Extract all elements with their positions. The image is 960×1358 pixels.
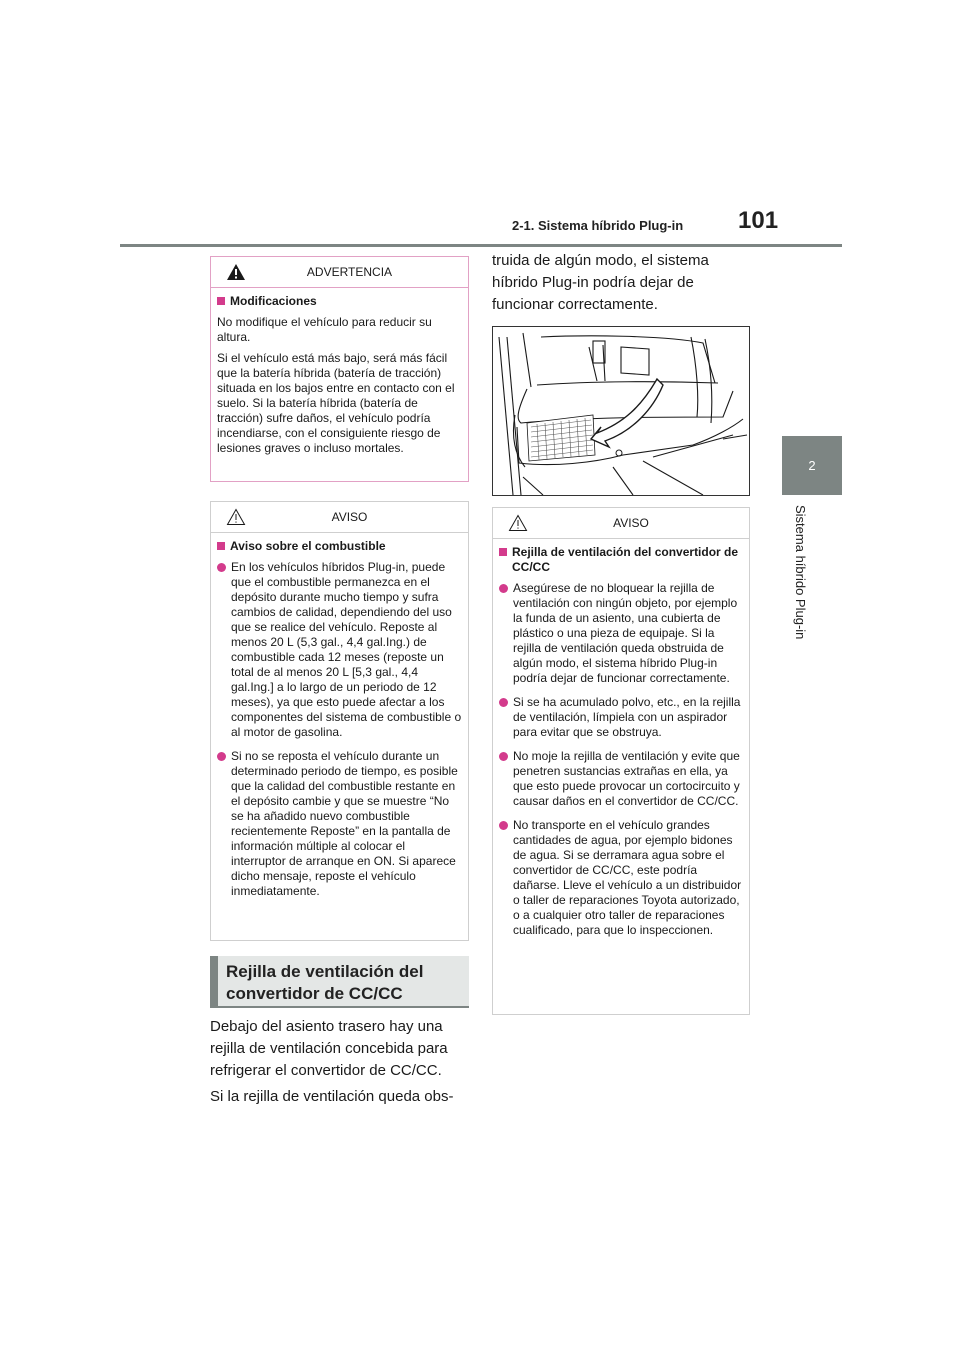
warning-box: [210, 256, 469, 482]
warning-title: ADVERTENCIA: [306, 265, 393, 279]
caution-triangle-icon: [226, 508, 246, 526]
chapter-tab: [782, 436, 842, 495]
body-paragraph: Debajo del asiento trasero hay una rejilla de ventilación concebida para refrigerar el convertidor de CC/CC.: [210, 1018, 448, 1079]
body-text-right: [492, 250, 754, 320]
body-text-left: [210, 1016, 472, 1112]
notice-box-header: [211, 502, 468, 533]
chapter-title: Sistema híbrido Plug-in: [793, 505, 808, 640]
vent-location-illustration: [492, 326, 750, 496]
notice-subheading: Rejilla de ventilación del convertidor de CC/CC: [499, 545, 743, 575]
notice-title: AVISO: [613, 516, 649, 530]
section-heading: Rejilla de ventilación del convertidor de CC/CC: [210, 956, 469, 1006]
round-bullet-icon: [499, 698, 508, 707]
warning-paragraph: No modifique el vehículo para reducir su altura.: [217, 315, 432, 344]
chapter-number: 2: [808, 458, 816, 473]
header-divider: [120, 244, 842, 247]
list-item: Asegúrese de no bloquear la rejilla de ventilación con ningún objeto, por ejemplo la funda de un asiento, una cubierta de plástico o una pieza de equipaje. Si la rejilla de ventilación queda obstruida de algún modo, el sistema híbrido Plug-in podría dejar de funcionar correctamente.: [499, 581, 743, 686]
notice-box-fuel: [210, 501, 469, 941]
warning-subheading: Modificaciones: [217, 294, 462, 309]
warning-triangle-icon: [226, 263, 246, 281]
section-title: 2-1. Sistema híbrido Plug-in: [512, 218, 684, 233]
round-bullet-icon: [499, 584, 508, 593]
list-item: Si se ha acumulado polvo, etc., en la rejilla de ventilación, límpiela con un aspirador para evitar que se obstruya.: [499, 695, 743, 740]
square-bullet-icon: [217, 542, 225, 550]
list-item: En los vehículos híbridos Plug-in, puede que el combustible permanezca en el depósito durante mucho tiempo y sufra cambios de calidad, dependiendo del uso que se realice del vehículo. Reposte al menos 20 L (5,3 gal., 4,4 gal.Ing.) de combustible cada 12 meses (reposte un total de al menos 20 L [5,3 gal., 4,4 gal.Ing.] a lo largo de un periodo de 12 meses), ya que esto puede afectar a los componentes del sistema de combustible o al motor de gasolina.: [217, 560, 462, 740]
caution-triangle-icon: [508, 514, 528, 532]
square-bullet-icon: [499, 548, 507, 556]
notice-title: AVISO: [331, 510, 368, 524]
notice-subheading: Aviso sobre el combustible: [217, 539, 462, 554]
round-bullet-icon: [217, 563, 226, 572]
warning-paragraph: Si el vehículo está más bajo, será más fácil que la batería híbrida (batería de tracción) situada en los bajos entre en contacto con el suelo. Si la batería híbrida (batería de tracción) sufre daños, el vehículo podría incendiarse, con el consiguiente riesgo de lesiones graves o incluso mortales.: [217, 351, 455, 455]
round-bullet-icon: [499, 752, 508, 761]
square-bullet-icon: [217, 297, 225, 305]
rear-seat-vent-drawing: [493, 327, 749, 495]
list-item: Si no se reposta el vehículo durante un determinado periodo de tiempo, es posible que la calidad del combustible restante en el depósito cambie y que se muestre “No se ha añadido nuevo combustible recientemente Reposte” en la pantalla de información múltiple al colocar el interruptor de arranque en ON. Si aparece dicho mensaje, reposte el vehículo inmediatamente.: [217, 749, 462, 899]
notice-box-header: [493, 508, 749, 539]
heading-underline: [210, 1006, 469, 1008]
body-paragraph: truida de algún modo, el sistema híbrido Plug-in podría dejar de funcionar correctamente.: [492, 252, 709, 313]
round-bullet-icon: [499, 821, 508, 830]
list-item: No transporte en el vehículo grandes cantidades de agua, por ejemplo bidones de agua. Si se derramara agua sobre el convertidor de CC/CC, este podría dañarse. Lleve el vehículo a un distribuidor o taller de reparaciones Toyota autorizado, o a cualquier otro taller de reparaciones cualificado, para que lo inspeccionen.: [499, 818, 743, 938]
body-paragraph: Si la rejilla de ventilación queda obs-: [210, 1088, 454, 1105]
round-bullet-icon: [217, 752, 226, 761]
list-item: No moje la rejilla de ventilación y evite que penetren sustancias extrañas en ella, ya que esto puede provocar un cortocircuito y causar daños en el convertidor de CC/CC.: [499, 749, 743, 809]
page-number: 101: [738, 207, 779, 234]
notice-box-vent: [492, 507, 750, 1015]
warning-box-header: [211, 257, 468, 288]
